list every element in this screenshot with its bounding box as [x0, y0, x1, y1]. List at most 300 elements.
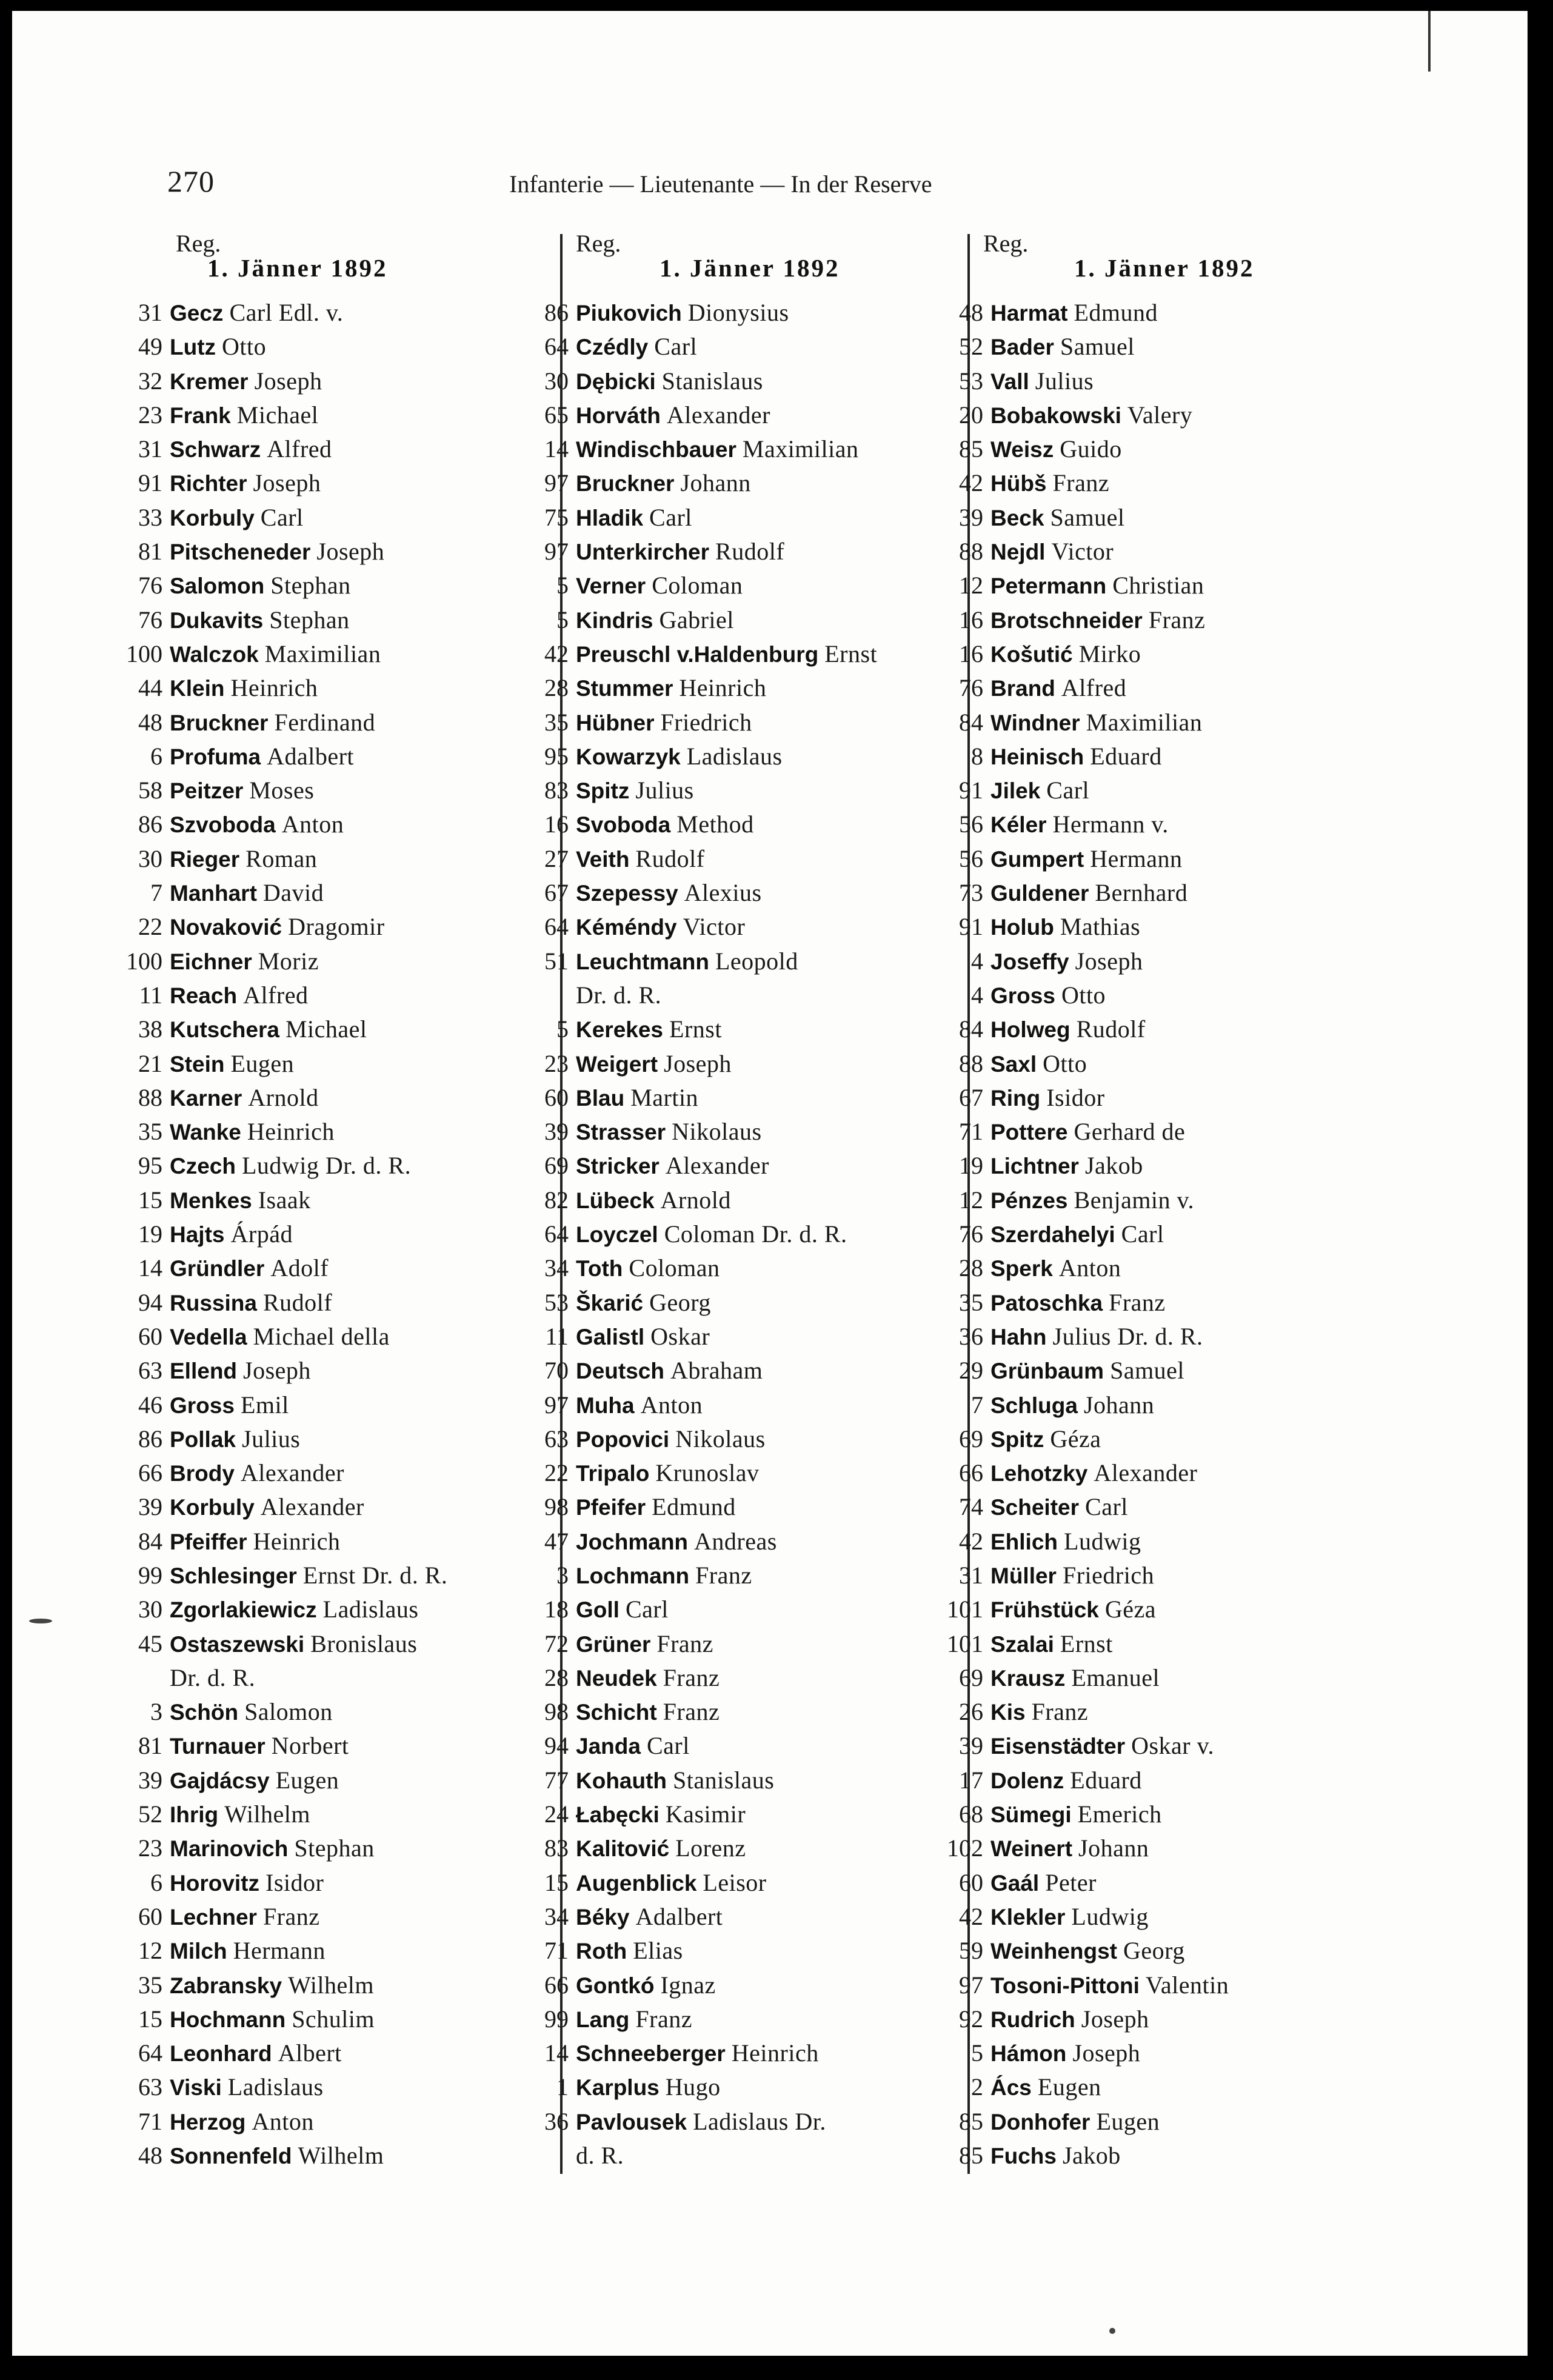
register-entry	[915, 2036, 1400, 2070]
reg-label: Reg.	[576, 230, 621, 257]
regiment-number: 94	[138, 1288, 162, 1316]
regiment-number: 85	[959, 435, 983, 463]
officer-given-name: Eugen	[275, 1766, 339, 1794]
officer-given-name: Stanislaus	[673, 1766, 775, 1794]
register-entry	[501, 1661, 967, 1695]
regiment-number: 22	[138, 913, 162, 941]
regiment-number: 64	[544, 1220, 569, 1248]
regiment-number: 48	[138, 708, 162, 736]
regiment-number: 5	[971, 2039, 983, 2067]
officer-surname: Czédly	[576, 335, 649, 360]
register-entry	[95, 978, 555, 1012]
officer-given-name: Victor	[1051, 538, 1114, 566]
officer-surname: Lang	[576, 2007, 630, 2032]
officer-given-name: Johann	[1078, 1834, 1149, 1862]
regiment-number: 100	[126, 947, 162, 975]
officer-surname: Karner	[170, 1085, 242, 1111]
officer-surname: Košutić	[990, 641, 1073, 667]
register-entry	[501, 1047, 967, 1081]
officer-given-name: Hermann	[1090, 844, 1183, 872]
officer-surname: Vall	[990, 369, 1029, 394]
officer-surname: Rudrich	[990, 2007, 1075, 2032]
register-entry	[95, 569, 555, 603]
register-entry	[95, 466, 555, 500]
register-entry	[501, 330, 967, 364]
regiment-number: 35	[138, 1971, 162, 1999]
regiment-number: 68	[959, 1800, 983, 1828]
officer-given-name: Ludwig Dr. d. R.	[241, 1152, 412, 1180]
register-entry	[95, 944, 555, 978]
officer-surname: Schwarz	[170, 437, 261, 463]
register-entry	[95, 535, 555, 569]
officer-given-name: Otto	[222, 333, 267, 361]
officer-given-name: Bronislaus	[310, 1630, 418, 1657]
officer-surname: Lochmann	[576, 1563, 690, 1588]
officer-given-name: Gerhard de	[1074, 1118, 1186, 1146]
register-entry	[915, 910, 1400, 944]
register-entry	[915, 432, 1400, 466]
regiment-number: 73	[959, 879, 983, 907]
regiment-number: 84	[959, 708, 983, 736]
regiment-number: 1	[556, 2073, 569, 2101]
officer-given-name: Géza	[1050, 1425, 1101, 1452]
officer-surname: Gross	[990, 983, 1055, 1008]
register-entry	[501, 1286, 967, 1320]
officer-given-name: Otto	[1043, 1049, 1087, 1077]
officer-given-name: Ernst	[824, 640, 878, 667]
officer-given-name: Joseph	[1075, 947, 1143, 975]
officer-given-name: Ernst Dr. d. R.	[302, 1561, 448, 1589]
officer-surname: Gründler	[170, 1256, 265, 1282]
regiment-number: 94	[544, 1732, 569, 1760]
officer-given-name: Eugen	[1037, 2073, 1101, 2101]
officer-given-name: Alexius	[684, 879, 762, 907]
regiment-number: 17	[959, 1766, 983, 1794]
register-entry	[95, 296, 555, 330]
register-entry	[95, 1388, 555, 1422]
regiment-number: 52	[138, 1800, 162, 1828]
register-entry	[915, 944, 1400, 978]
officer-surname: Sümegi	[990, 1802, 1072, 1828]
officer-given-name: Samuel	[1110, 1357, 1185, 1385]
officer-surname: Gross	[170, 1392, 235, 1418]
officer-given-name: Alexander	[260, 1493, 364, 1521]
officer-given-name: Emerich	[1077, 1800, 1162, 1828]
regiment-number: 91	[959, 913, 983, 941]
register-entry	[501, 1525, 967, 1559]
officer-given-name: Maximilian	[264, 640, 381, 667]
regiment-number: 12	[959, 1186, 983, 1214]
register-entry	[915, 1081, 1400, 1115]
register-entry	[501, 910, 967, 944]
regiment-number: 35	[138, 1118, 162, 1146]
register-entry	[915, 1729, 1400, 1763]
scan-speck	[1109, 2328, 1115, 2334]
officer-given-name: Anton	[1058, 1254, 1121, 1282]
officer-given-name: Arnold	[660, 1186, 731, 1214]
regiment-number: 26	[959, 1698, 983, 1726]
register-entry	[95, 671, 555, 705]
officer-surname: Müller	[990, 1563, 1057, 1588]
officer-given-name: Stanislaus	[661, 367, 763, 395]
officer-surname: Vedella	[170, 1324, 247, 1349]
register-entry	[501, 1115, 967, 1149]
regiment-number: 86	[138, 1425, 162, 1452]
officer-given-name: Martin	[630, 1083, 699, 1111]
officer-surname: Rieger	[170, 846, 240, 872]
officer-given-name: Schulim	[292, 2005, 375, 2033]
officer-surname: Leonhard	[170, 2041, 272, 2067]
officer-surname: Kéméndy	[576, 915, 677, 940]
regiment-number: 16	[544, 811, 569, 838]
regiment-number: 64	[138, 2039, 162, 2067]
regiment-number: 45	[138, 1630, 162, 1657]
regiment-number: 27	[544, 844, 569, 872]
register-entry	[95, 501, 555, 535]
regiment-number: 71	[544, 1937, 569, 1965]
register-entry	[95, 398, 555, 432]
regiment-number: 98	[544, 1698, 569, 1726]
officer-given-name: Victor	[683, 913, 746, 941]
regiment-number: 91	[138, 469, 162, 497]
officer-given-name: Samuel	[1060, 333, 1135, 361]
reg-label: Reg.	[176, 230, 221, 257]
officer-given-name: Anton	[252, 2107, 314, 2135]
regiment-number: 46	[138, 1391, 162, 1419]
register-entry	[95, 1934, 555, 1968]
officer-given-name: Ignaz	[660, 1971, 716, 1999]
regiment-number: 35	[544, 708, 569, 736]
register-entry	[501, 807, 967, 841]
officer-given-name: Hugo	[665, 2073, 721, 2101]
register-entry	[915, 1559, 1400, 1593]
register-entry	[501, 1627, 967, 1661]
register-entry	[95, 2002, 555, 2036]
register-entry	[915, 1422, 1400, 1456]
register-entry	[95, 1763, 555, 1797]
register-entry	[501, 1354, 967, 1388]
officer-given-name: Leopold	[715, 947, 798, 975]
entry-continuation-text: Dr. d. R.	[170, 1663, 256, 1691]
officer-surname: Kéler	[990, 812, 1047, 838]
regiment-number: 66	[959, 1459, 983, 1487]
officer-surname: Lübeck	[576, 1188, 655, 1213]
officer-surname: Bader	[990, 335, 1054, 360]
register-entry	[501, 671, 967, 705]
officer-given-name: Emil	[240, 1391, 289, 1419]
regiment-number: 19	[138, 1220, 162, 1248]
officer-surname: Jochmann	[576, 1529, 689, 1554]
officer-surname: Frühstück	[990, 1597, 1099, 1623]
register-entry	[95, 1081, 555, 1115]
register-entry-continuation	[501, 2139, 967, 2173]
officer-surname: Beck	[990, 505, 1044, 530]
officer-surname: Hladik	[576, 505, 644, 530]
officer-surname: Popovici	[576, 1426, 670, 1452]
regiment-number: 95	[544, 742, 569, 770]
regiment-number: 39	[138, 1766, 162, 1794]
register-entry	[915, 637, 1400, 671]
officer-given-name: Carl	[625, 1596, 669, 1623]
regiment-number: 77	[544, 1766, 569, 1794]
officer-surname: Škarić	[576, 1290, 644, 1315]
register-entry	[95, 1115, 555, 1149]
officer-surname: Schneeberger	[576, 2041, 726, 2067]
officer-given-name: Franz	[262, 1902, 320, 1930]
officer-given-name: Friedrich	[1062, 1561, 1155, 1589]
officer-given-name: Oskar	[650, 1322, 710, 1350]
register-entry	[501, 706, 967, 740]
register-entry	[915, 1593, 1400, 1626]
register-entry	[501, 1490, 967, 1524]
officer-given-name: Abraham	[670, 1357, 763, 1385]
register-entry	[95, 1593, 555, 1626]
regiment-number: 42	[959, 469, 983, 497]
regiment-number: 39	[959, 503, 983, 531]
officer-given-name: Ludwig	[1064, 1527, 1141, 1555]
regiment-number: 11	[545, 1322, 569, 1350]
regiment-number: 75	[544, 503, 569, 531]
regiment-number: 28	[959, 1254, 983, 1282]
register-entry	[501, 1422, 967, 1456]
register-entry	[95, 807, 555, 841]
officer-surname: Pollak	[170, 1426, 236, 1452]
officer-given-name: Géza	[1104, 1596, 1157, 1623]
officer-surname: Kohauth	[576, 1768, 667, 1793]
officer-surname: Hübš	[990, 471, 1047, 496]
scan-edge-mark	[1428, 11, 1431, 72]
officer-surname: Pottere	[990, 1120, 1068, 1145]
officer-given-name: Joseph	[316, 538, 385, 566]
officer-surname: Muha	[576, 1392, 635, 1418]
officer-surname: Windischbauer	[576, 437, 736, 463]
officer-surname: Kis	[990, 1700, 1026, 1725]
officer-surname: Holweg	[990, 1017, 1070, 1043]
officer-surname: Dukavits	[170, 607, 264, 633]
regiment-number: 84	[959, 1015, 983, 1043]
officer-surname: Heinisch	[990, 744, 1084, 769]
scan-speck	[29, 1619, 52, 1623]
register-entry	[915, 807, 1400, 841]
regiment-number: 36	[544, 2107, 569, 2135]
officer-given-name: Jakob	[1062, 2142, 1121, 2170]
regiment-number: 7	[971, 1391, 983, 1419]
regiment-number: 31	[959, 1561, 983, 1589]
register-entry	[915, 501, 1400, 535]
regiment-number: 67	[959, 1083, 983, 1111]
officer-surname: Pitscheneder	[170, 540, 311, 565]
regiment-number: 4	[971, 981, 983, 1009]
officer-given-name: Nikolaus	[675, 1425, 766, 1452]
officer-surname: Eisenstädter	[990, 1734, 1126, 1759]
regiment-number: 53	[959, 367, 983, 395]
register-entry	[501, 501, 967, 535]
officer-given-name: Julius	[635, 777, 694, 804]
regiment-number: 98	[544, 1493, 569, 1521]
officer-surname: Roth	[576, 1939, 627, 1964]
officer-given-name: Peter	[1045, 1868, 1097, 1896]
officer-surname: Szerdahelyi	[990, 1222, 1115, 1248]
register-entry	[915, 1866, 1400, 1900]
officer-given-name: Ernst	[669, 1015, 722, 1043]
regiment-number: 71	[959, 1118, 983, 1146]
officer-given-name: Michael	[236, 401, 319, 429]
officer-given-name: Franz	[1148, 606, 1206, 633]
register-entry	[95, 2105, 555, 2139]
register-entry	[501, 364, 967, 398]
officer-given-name: Julius Dr. d. R.	[1052, 1322, 1203, 1350]
officer-surname: Kindris	[576, 607, 653, 633]
register-entry	[95, 1968, 555, 2002]
officer-surname: Kutschera	[170, 1017, 279, 1043]
regiment-number: 36	[959, 1322, 983, 1350]
officer-surname: Klein	[170, 676, 225, 701]
officer-given-name: Adalbert	[267, 742, 355, 770]
officer-given-name: Stephan	[270, 572, 351, 600]
regiment-number: 11	[139, 981, 162, 1009]
regiment-number: 83	[544, 1834, 569, 1862]
officer-given-name: Michael della	[253, 1322, 390, 1350]
regiment-number: 16	[959, 606, 983, 633]
officer-given-name: Heinrich	[247, 1118, 335, 1146]
officer-given-name: Guido	[1060, 435, 1122, 463]
register-entry	[915, 1388, 1400, 1422]
entry-list	[501, 296, 967, 2173]
officer-surname: Nejdl	[990, 540, 1046, 565]
officer-given-name: Joseph	[254, 367, 322, 395]
officer-surname: Richter	[170, 471, 247, 496]
officer-surname: Augenblick	[576, 1870, 697, 1896]
regiment-number: 56	[959, 811, 983, 838]
officer-surname: Gaál	[990, 1870, 1040, 1896]
register-column-1	[95, 229, 555, 2169]
officer-given-name: Maximilian	[742, 435, 859, 463]
officer-surname: Lutz	[170, 335, 216, 360]
register-entry	[95, 1831, 555, 1865]
officer-given-name: Stephan	[269, 606, 350, 633]
register-entry	[501, 1593, 967, 1626]
regiment-number: 24	[544, 1800, 569, 1828]
register-entry	[915, 1012, 1400, 1046]
officer-surname: Guldener	[990, 881, 1089, 906]
officer-surname: Pfeifer	[576, 1495, 646, 1520]
register-entry	[915, 1047, 1400, 1081]
officer-given-name: Moses	[249, 777, 315, 804]
regiment-number: 19	[959, 1152, 983, 1180]
regiment-number: 85	[959, 2142, 983, 2170]
officer-given-name: Heinrich	[679, 674, 767, 702]
register-entry	[915, 466, 1400, 500]
officer-surname: Korbuly	[170, 1495, 255, 1520]
register-entry	[95, 637, 555, 671]
register-entry	[501, 1012, 967, 1046]
regiment-number: 34	[544, 1254, 569, 1282]
officer-given-name: Franz	[1052, 469, 1110, 497]
officer-surname: Hámon	[990, 2041, 1067, 2067]
regiment-number: 14	[544, 2039, 569, 2067]
regiment-number: 69	[959, 1425, 983, 1452]
officer-given-name: Franz	[663, 1663, 720, 1691]
officer-surname: Grünbaum	[990, 1359, 1104, 1384]
regiment-number: 99	[138, 1561, 162, 1589]
register-entry	[501, 1763, 967, 1797]
officer-surname: Loyczel	[576, 1222, 658, 1248]
register-entry	[95, 1354, 555, 1388]
regiment-number: 83	[544, 777, 569, 804]
register-entry	[915, 1797, 1400, 1831]
officer-given-name: Ladislaus	[686, 742, 783, 770]
officer-surname: Verner	[576, 573, 646, 599]
officer-surname: Karplus	[576, 2075, 660, 2101]
regiment-number: 97	[544, 538, 569, 566]
register-entry	[501, 2070, 967, 2104]
reg-label: Reg.	[983, 230, 1029, 257]
register-entry	[501, 1183, 967, 1217]
regiment-number: 101	[947, 1596, 983, 1623]
regiment-number: 35	[959, 1288, 983, 1316]
register-entry	[915, 1661, 1400, 1695]
officer-given-name: Jakob	[1084, 1152, 1143, 1180]
officer-given-name: Heinrich	[253, 1527, 341, 1555]
officer-given-name: Alexander	[1094, 1459, 1198, 1487]
regiment-number: 81	[138, 538, 162, 566]
register-entry	[95, 1422, 555, 1456]
officer-given-name: Ladislaus Dr.	[693, 2107, 826, 2135]
officer-given-name: Isidor	[1046, 1083, 1105, 1111]
officer-surname: Pavlousek	[576, 2109, 687, 2134]
officer-surname: Weinert	[990, 1836, 1073, 1862]
register-entry	[915, 1115, 1400, 1149]
register-entry	[95, 1251, 555, 1285]
officer-surname: Scheiter	[990, 1495, 1080, 1520]
register-entry	[501, 774, 967, 807]
officer-given-name: Otto	[1061, 981, 1106, 1009]
register-entry	[95, 1490, 555, 1524]
register-entry	[95, 2139, 555, 2173]
register-entry	[501, 466, 967, 500]
officer-surname: Novaković	[170, 915, 282, 940]
officer-surname: Goll	[576, 1597, 620, 1623]
regiment-number: 88	[959, 538, 983, 566]
register-entry	[501, 569, 967, 603]
officer-surname: Stein	[170, 1051, 225, 1077]
officer-surname: Preuschl v.Haldenburg	[576, 641, 819, 667]
officer-given-name: Georg	[649, 1288, 711, 1316]
register-entry	[95, 1729, 555, 1763]
regiment-number: 5	[556, 1015, 569, 1043]
officer-given-name: Eugen	[1096, 2107, 1160, 2135]
officer-given-name: Arnold	[248, 1083, 319, 1111]
officer-given-name: Friedrich	[660, 708, 752, 736]
officer-given-name: Dragomir	[288, 913, 385, 941]
officer-surname: Kowarzyk	[576, 744, 681, 769]
register-entry-continuation	[95, 1661, 555, 1695]
officer-surname: Kerekes	[576, 1017, 664, 1043]
regiment-number: 53	[544, 1288, 569, 1316]
regiment-number: 48	[138, 2142, 162, 2170]
regiment-number: 60	[138, 1322, 162, 1350]
regiment-number: 30	[138, 1596, 162, 1623]
register-entry	[501, 1900, 967, 1934]
officer-given-name: Method	[676, 811, 754, 838]
register-entry	[915, 364, 1400, 398]
regiment-number: 88	[138, 1083, 162, 1111]
officer-surname: Turnauer	[170, 1734, 266, 1759]
officer-given-name: Wilhelm	[298, 2142, 384, 2170]
document-page	[12, 11, 1528, 2356]
officer-surname: Profuma	[170, 744, 261, 769]
officer-surname: Szepessy	[576, 881, 678, 906]
